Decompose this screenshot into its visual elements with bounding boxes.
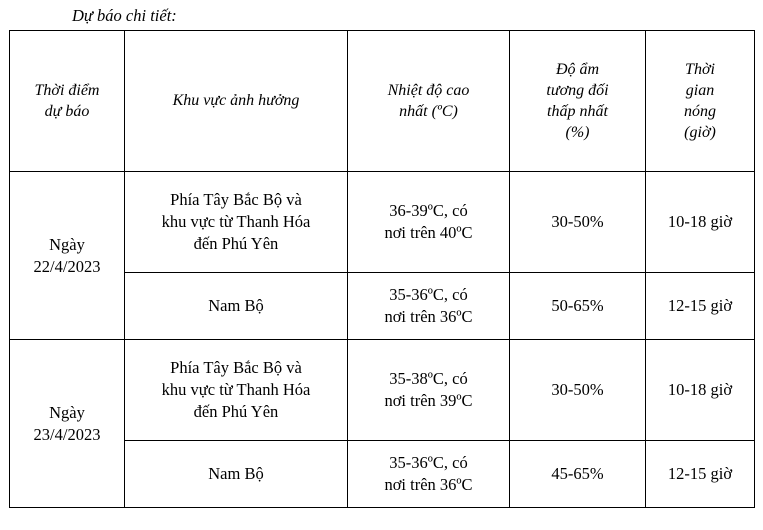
cell-humidity-2b: 45-65% bbox=[510, 441, 646, 508]
cell-time-2a: 10-18 giờ bbox=[646, 340, 755, 441]
cell-humidity-1a: 30-50% bbox=[510, 172, 646, 273]
cell-temp-2b-line-1: 35-36ºC, có bbox=[389, 453, 468, 473]
cell-temp-1b-line-2: nơi trên 36ºC bbox=[384, 307, 473, 326]
cell-area-1a-line-1: Phía Tây Bắc Bộ và bbox=[170, 190, 302, 210]
table-caption: Dự báo chi tiết: bbox=[72, 6, 177, 25]
cell-area-2a-line-2: khu vực từ Thanh Hóa bbox=[161, 380, 311, 400]
forecast-table bbox=[9, 30, 755, 508]
header-min-humidity bbox=[510, 31, 646, 172]
cell-temp-2a bbox=[348, 340, 510, 441]
cell-date-1-line-1: Ngày bbox=[49, 234, 85, 254]
cell-area-2a-line-1: Phía Tây Bắc Bộ và bbox=[170, 358, 302, 378]
header-max-temperature-line-2: nhất (ºC) bbox=[399, 103, 458, 120]
header-affected-area bbox=[125, 31, 348, 172]
header-forecast-date-line-1: Thời điểm bbox=[34, 81, 100, 99]
cell-temp-2b bbox=[348, 441, 510, 508]
cell-humidity-2a: 30-50% bbox=[510, 340, 646, 441]
cell-temp-2a-line-1: 35-38ºC, có bbox=[389, 369, 468, 389]
cell-temp-1a-line-2: nơi trên 40ºC bbox=[384, 223, 473, 242]
table-row bbox=[10, 340, 755, 441]
cell-area-1b bbox=[125, 273, 348, 340]
header-max-temperature bbox=[348, 31, 510, 172]
cell-temp-1b-line-1: 35-36ºC, có bbox=[389, 285, 468, 305]
header-hot-hours-line-4: (giờ) bbox=[684, 124, 716, 142]
cell-area-1a bbox=[125, 172, 348, 273]
cell-humidity-1b: 50-65% bbox=[510, 273, 646, 340]
cell-date-2-line-2: 23/4/2023 bbox=[33, 424, 101, 444]
cell-date-2 bbox=[10, 340, 125, 508]
cell-area-1b-line-1: Nam Bộ bbox=[208, 296, 264, 316]
table-row bbox=[10, 172, 755, 273]
header-hot-hours-line-2: gian bbox=[685, 81, 715, 99]
cell-date-2-line-1: Ngày bbox=[49, 402, 85, 422]
cell-date-1-line-2: 22/4/2023 bbox=[33, 256, 101, 276]
cell-temp-1a bbox=[348, 172, 510, 273]
header-forecast-date bbox=[10, 31, 125, 172]
header-min-humidity-line-3: thấp nhất bbox=[547, 103, 608, 120]
cell-time-1b: 12-15 giờ bbox=[646, 273, 755, 340]
cell-temp-2a-line-2: nơi trên 39ºC bbox=[384, 391, 473, 410]
table-header-row bbox=[10, 31, 755, 172]
header-min-humidity-line-4: (%) bbox=[565, 124, 590, 142]
cell-temp-1b bbox=[348, 273, 510, 340]
header-min-humidity-line-2: tương đối bbox=[546, 81, 609, 99]
header-hot-hours bbox=[646, 31, 755, 172]
header-max-temperature-line-1: Nhiệt độ cao bbox=[387, 81, 470, 99]
header-forecast-date-line-2: dự báo bbox=[44, 103, 90, 120]
header-hot-hours-line-3: nóng bbox=[684, 103, 716, 120]
cell-temp-2b-line-2: nơi trên 36ºC bbox=[384, 475, 473, 494]
cell-area-1a-line-2: khu vực từ Thanh Hóa bbox=[161, 212, 311, 232]
cell-area-2a-line-3: đến Phú Yên bbox=[193, 401, 279, 421]
cell-area-2b-line-1: Nam Bộ bbox=[208, 464, 264, 484]
cell-temp-1a-line-1: 36-39ºC, có bbox=[389, 201, 468, 221]
cell-area-2b bbox=[125, 441, 348, 508]
header-min-humidity-line-1: Độ ẩm bbox=[555, 60, 600, 78]
cell-date-1 bbox=[10, 172, 125, 340]
cell-area-1a-line-3: đến Phú Yên bbox=[193, 233, 279, 253]
cell-time-2b: 12-15 giờ bbox=[646, 441, 755, 508]
cell-time-1a: 10-18 giờ bbox=[646, 172, 755, 273]
header-affected-area-line-1: Khu vực ảnh hưởng bbox=[172, 92, 300, 110]
header-hot-hours-line-1: Thời bbox=[685, 60, 715, 78]
cell-area-2a bbox=[125, 340, 348, 441]
